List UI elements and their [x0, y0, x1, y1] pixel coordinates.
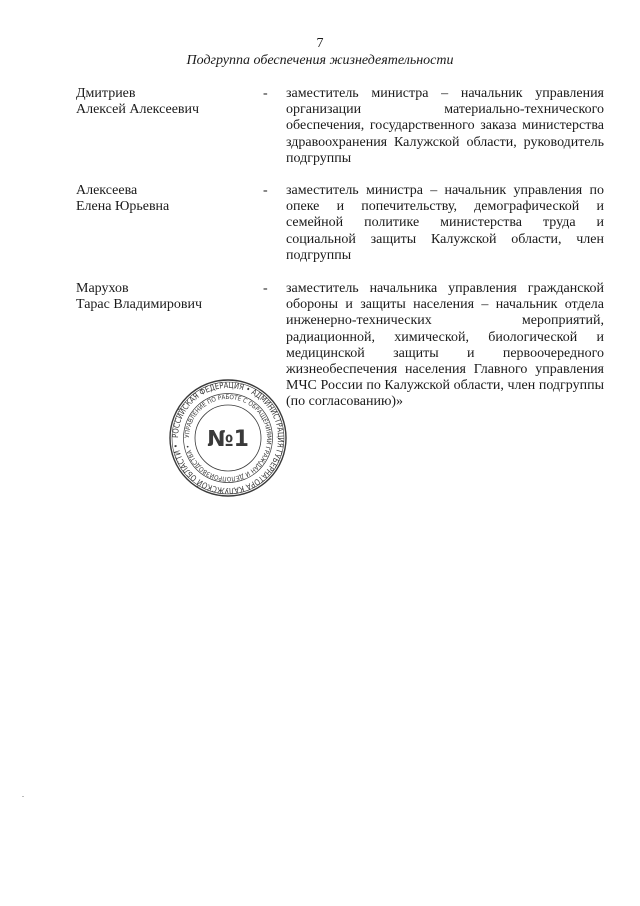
member-given-names: Елена Юрьевна — [76, 199, 170, 215]
seal-outer-text: РОССИЙСКАЯ ФЕДЕРАЦИЯ • АДМИНИСТРАЦИЯ ГУБЕРНАТОРА КАЛУЖСКОЙ ОБЛАСТИ • — [169, 379, 287, 497]
member-given-names: Тарас Владимирович — [76, 297, 202, 313]
member-role: заместитель министра – начальник управления по опеке и попечительству, демографической и семейной политике министерства труда и социальной защиты Калужской области, член подгруппы — [286, 183, 604, 263]
page-number: 7 — [316, 36, 324, 51]
seal-inner-text: УПРАВЛЕНИЕ ПО РАБОТЕ С ОБРАЩЕНИЯМИ ГРАЖДАН И ДЕЛОПРОИЗВОДСТВА • — [183, 393, 273, 483]
member-dash: - — [263, 183, 268, 198]
scan-speck — [22, 796, 24, 797]
member-name — [76, 281, 256, 313]
member-surname: Дмитриев — [76, 86, 136, 101]
member-name — [76, 183, 256, 215]
section-title: Подгруппа обеспечения жизнедеятельности — [186, 53, 454, 68]
member-role: заместитель начальника управления гражданской обороны и защиты населения – начальник отдела инженерно-технических мероприятий, радиационной, химической, биологической и медицинской защиты и первоочередного жизнеобеспечения населения Главного управления МЧС России по Калужской области, член подгруппы (по согласованию)» — [286, 281, 604, 410]
member-dash: - — [263, 86, 268, 101]
member-name — [76, 86, 256, 118]
member-role: заместитель министра – начальник управления организации материально-технического обеспечения, государственного заказа министерства здравоохранения Калужской области, руководитель подгруппы — [286, 86, 604, 166]
official-seal-stamp — [168, 378, 288, 498]
member-given-names: Алексей Алексеевич — [76, 102, 200, 118]
member-surname: Марухов — [76, 281, 129, 296]
member-dash: - — [263, 281, 268, 296]
seal-number: №1 — [207, 427, 249, 452]
member-surname: Алексеева — [76, 183, 138, 198]
